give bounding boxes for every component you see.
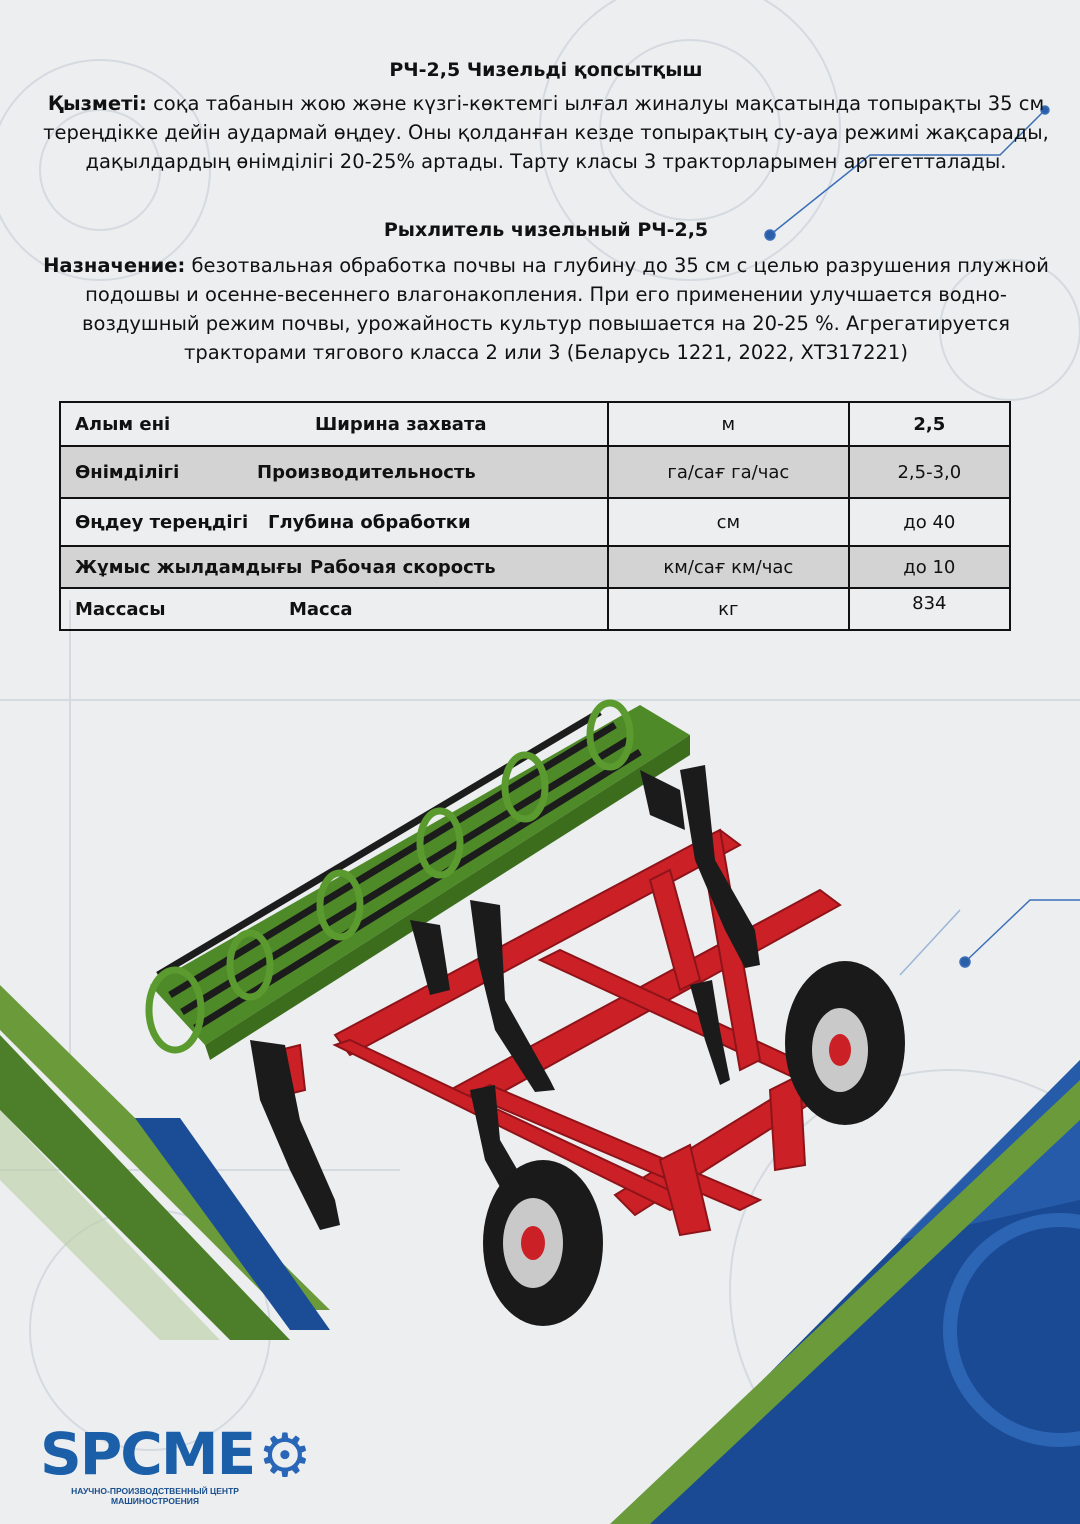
unit-cell: км/сағ км/час <box>608 546 849 588</box>
param-ru: Глубина обработки <box>268 511 471 533</box>
param-ru: Производительность <box>257 461 476 483</box>
value-cell: 2,5-3,0 <box>849 446 1010 498</box>
param-ru: Масса <box>289 598 353 620</box>
gear-icon: ⚙ <box>258 1421 312 1491</box>
kz-title: РЧ-2,5 Чизельді қопсытқыш <box>389 59 703 81</box>
logo-subtitle-2: МАШИНОСТРОЕНИЯ <box>111 1496 199 1506</box>
param-kz: Массасы <box>75 598 166 620</box>
spcme-logo <box>40 1420 312 1506</box>
param-kz: Өнімділігі <box>75 461 180 483</box>
value-cell: до 10 <box>849 546 1010 588</box>
param-ru: Рабочая скорость <box>310 556 496 578</box>
unit-cell: га/сағ га/час <box>608 446 849 498</box>
ru-text: безотвальная обработка почвы на глубину до 35 см с целью разрушения плужной подошвы и осенне-весеннего влагонакопления. При его применении улучшается водно-воздушный режим почвы, урожайность культур повышается на 20-25 %. Агрегатируется тракторами тягового класса 2 или 3 (Беларусь 1221, 2022, ХТЗ17221) <box>82 254 1049 364</box>
kz-text: соқа табанын жою және күзгі-көктемгі ылғал жиналуы мақсатында топырақты 35 см тереңдікке дейін аудармай өңдеу. Оны қолданған кезде топырақтың су-ауа режимі жақсарады, дақылдардың өнімділігі 20-25% артады. Тарту класы 3 тракторларымен аргегетталады. <box>43 92 1049 173</box>
value-cell: 834 <box>849 588 1010 630</box>
param-ru: Ширина захвата <box>315 413 487 435</box>
unit-cell: м <box>608 402 849 446</box>
ru-title: Рыхлитель чизельный РЧ-2,5 <box>383 219 709 241</box>
logo-subtitle-1: НАУЧНО-ПРОИЗВОДСТВЕННЫЙ ЦЕНТР <box>71 1486 239 1496</box>
logo-name: SPCME <box>40 1420 255 1488</box>
param-kz: Жұмыс жылдамдығы <box>75 556 303 578</box>
unit-cell: см <box>608 498 849 546</box>
kz-label: Қызметі: <box>47 92 147 115</box>
value-cell: 2,5 <box>849 402 1010 446</box>
param-kz: Өңдеу тереңдігі <box>75 511 249 533</box>
unit-cell: кг <box>608 588 849 630</box>
ru-label: Назначение: <box>43 254 186 277</box>
value-cell: до 40 <box>849 498 1010 546</box>
param-kz: Алым ені <box>75 413 171 435</box>
